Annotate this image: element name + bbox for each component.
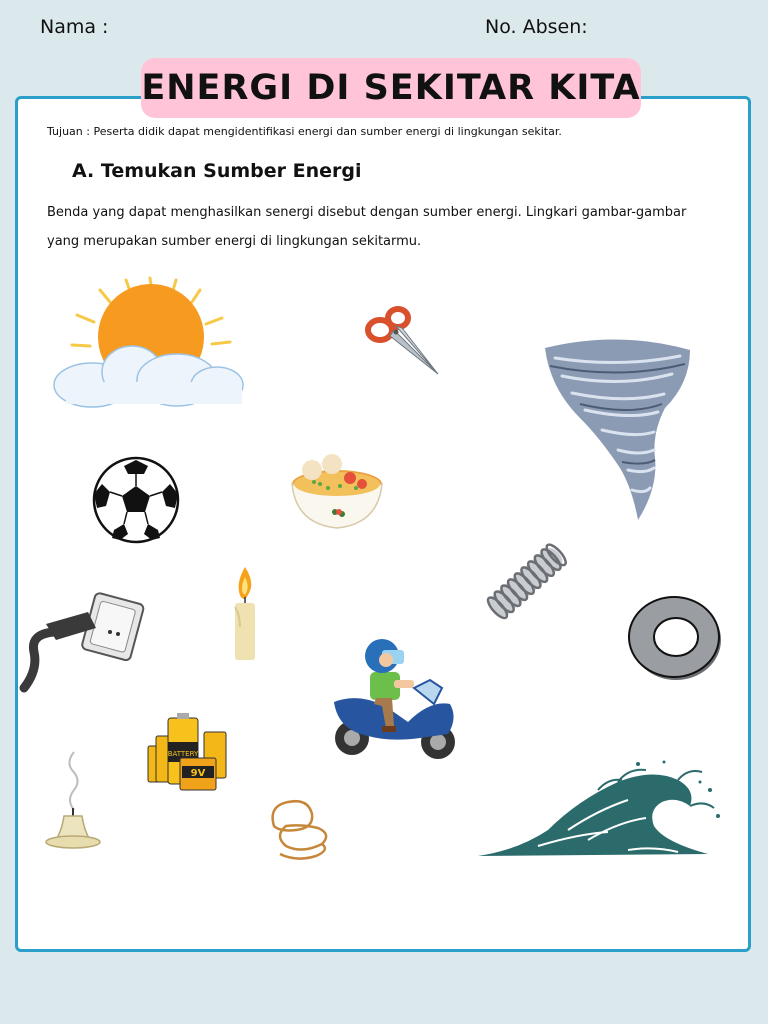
- batteries-picture[interactable]: [146, 712, 230, 792]
- scissors-picture[interactable]: [364, 306, 442, 378]
- ocean-wave-picture[interactable]: [478, 760, 726, 860]
- soccer-ball-picture[interactable]: [92, 458, 180, 542]
- nine-volt-label: 9V: [190, 768, 206, 779]
- objective-text: Tujuan : Peserta didik dapat mengidentifikasi energi dan sumber energi di lingkungan sekitar.: [47, 125, 562, 138]
- spring-picture[interactable]: [478, 537, 573, 629]
- soup-bowl-picture[interactable]: [290, 452, 384, 530]
- battery-label: BATTERY: [167, 750, 199, 758]
- washer-ring-picture[interactable]: [628, 595, 722, 681]
- section-heading: A. Temukan Sumber Energi: [72, 160, 362, 182]
- instruction-text: Benda yang dapat menghasilkan senergi disebut dengan sumber energi. Lingkari gambar-gambar yang merupakan sumber energi di lingkungan sekitarmu.: [47, 205, 687, 249]
- candle-picture[interactable]: [232, 567, 258, 661]
- electric-plug-picture[interactable]: [16, 588, 142, 692]
- motorcycle-rider-picture[interactable]: [330, 638, 460, 766]
- absen-label: No. Absen:: [485, 16, 588, 38]
- name-label: Nama :: [40, 16, 109, 38]
- sun-cloud-picture[interactable]: [52, 270, 252, 415]
- burnt-candle-picture[interactable]: [44, 750, 102, 850]
- page-title: ENERGI DI SEKITAR KITA: [141, 58, 641, 118]
- tornado-picture[interactable]: [540, 338, 695, 523]
- rubber-bands-picture[interactable]: [266, 796, 334, 862]
